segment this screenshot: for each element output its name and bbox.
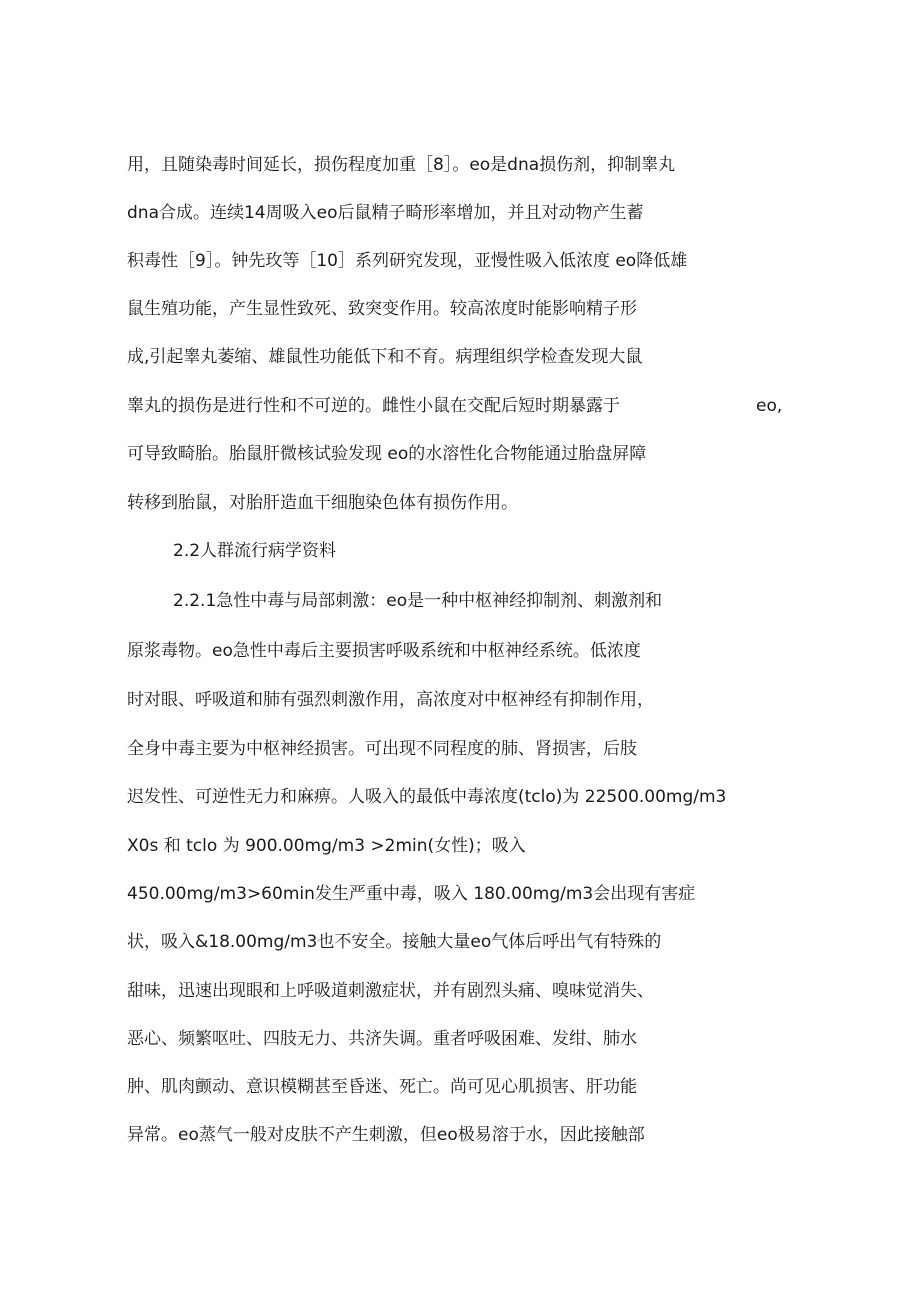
text-line-19: 恶心、频繁呕吐、四肢无力、共济失调。重者呼吸困难、发绀、肺水 bbox=[127, 1029, 637, 1049]
section-heading-2-2: 2.2人群流行病学资料 bbox=[173, 541, 337, 561]
subsection-heading-2-2-1: 2.2.1急性中毒与局部刺激：eo是一种中枢神经抑制剂、刺激剂和 bbox=[173, 591, 663, 611]
text-line-21: 异常。eo蒸气一般对皮肤不产生刺激，但eo极易溶于水，因此接触部 bbox=[127, 1125, 645, 1145]
text-line-6: 睾丸的损伤是进行性和不可逆的。雌性小鼠在交配后短时期暴露于 bbox=[127, 396, 620, 416]
text-line-4: 鼠生殖功能，产生显性致死、致突变作用。较高浓度时能影响精子形 bbox=[127, 299, 637, 319]
text-line-17: 状，吸入&18.00mg/m3也不安全。接触大量eo气体后呼出气有特殊的 bbox=[127, 932, 662, 952]
text-line-13: 全身中毒主要为中枢神经损害。可出现不同程度的肺、肾损害，后肢 bbox=[127, 739, 637, 759]
text-line-1: 用，且随染毒时间延长，损伤程度加重［8］。eo是dna损伤剂，抑制睾丸 bbox=[127, 155, 676, 175]
text-line-20: 肿、肌肉颤动、意识模糊甚至昏迷、死亡。尚可见心肌损害、肝功能 bbox=[127, 1077, 637, 1097]
text-line-12: 时对眼、呼吸道和肺有强烈刺激作用，高浓度对中枢神经有抑制作用， bbox=[127, 690, 654, 710]
text-line-8: 转移到胎鼠，对胎肝造血干细胞染色体有损伤作用。 bbox=[127, 493, 518, 513]
text-line-11: 原浆毒物。eo急性中毒后主要损害呼吸系统和中枢神经系统。低浓度 bbox=[127, 641, 641, 661]
text-line-18: 甜味，迅速出现眼和上呼吸道刺激症状，并有剧烈头痛、嗅味觉消失、 bbox=[127, 981, 654, 1001]
text-line-6-tail: eo, bbox=[756, 396, 783, 416]
text-line-14: 迟发性、可逆性无力和麻痹。人吸入的最低中毒浓度(tclo)为 22500.00mg/m3 bbox=[127, 787, 727, 807]
text-line-2: dna合成。连续14周吸入eo后鼠精子畸形率增加，并且对动物产生蓄 bbox=[127, 203, 644, 223]
text-line-3: 积毒性［9］。钟先玫等［10］系列研究发现，亚慢性吸入低浓度 eo降低雄 bbox=[127, 251, 688, 271]
text-line-7: 可导致畸胎。胎鼠肝微核试验发现 eo的水溶性化合物能通过胎盘屏障 bbox=[127, 444, 647, 464]
text-line-5: 成,引起睾丸萎缩、雄鼠性功能低下和不育。病理组织学检查发现大鼠 bbox=[127, 347, 643, 367]
text-line-16: 450.00mg/m3>60min发生严重中毒，吸入 180.00mg/m3会出现有害症 bbox=[127, 884, 696, 904]
text-line-15: X0s 和 tclo 为 900.00mg/m3 >2min(女性)；吸入 bbox=[127, 836, 526, 856]
